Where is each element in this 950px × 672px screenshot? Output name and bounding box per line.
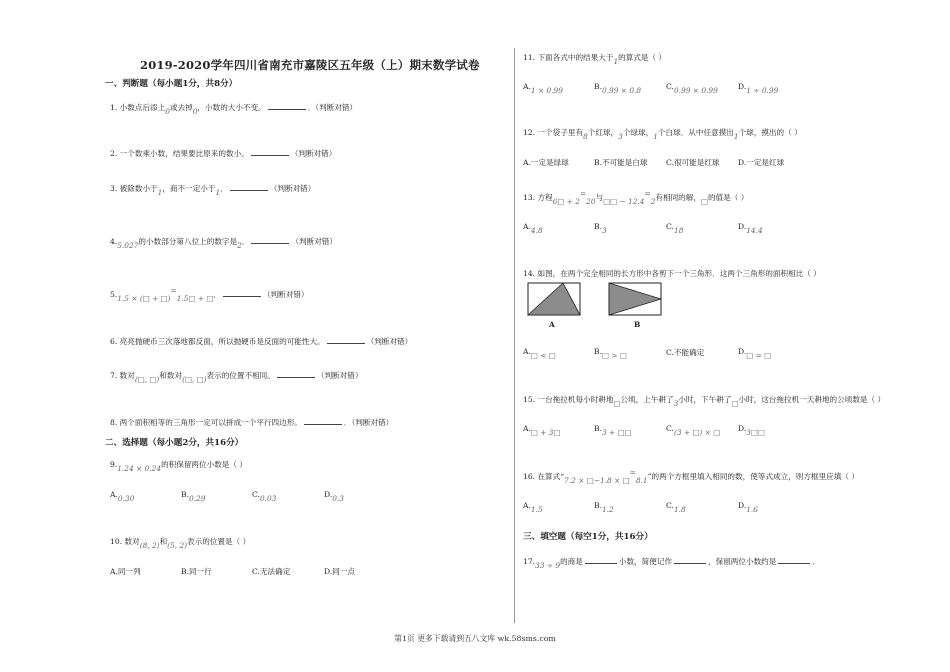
q11-option-b[interactable]: B.0.99 × 0.8 (594, 82, 642, 95)
q1-math-1: 0 (165, 107, 170, 116)
q7-text-d: （判断对错） (316, 371, 363, 380)
q4-text-b: 的小数部分第八位上的数字是 (138, 237, 238, 246)
q10-option-b[interactable]: B.同一行 (181, 567, 212, 576)
q10-option-c[interactable]: C.无法确定 (252, 567, 291, 576)
q11-math-1: 1 (613, 57, 619, 66)
question-2 (110, 148, 336, 159)
q17-blank-3[interactable] (778, 563, 810, 564)
section-judgment-heading: 一、判断题（每小题1分，共8分） (105, 79, 238, 89)
q3-text-c: ． (220, 184, 228, 193)
q6-text-d: （判断对错） (366, 337, 413, 346)
q8-text-d: ．（判断对错） (343, 418, 394, 427)
rectangle-a (528, 283, 580, 315)
q14-option-b[interactable]: B.□ > □ (594, 347, 627, 360)
section-fill-heading: 三、填空题（每空1分，共16分） (523, 532, 653, 542)
q5-answer-blank[interactable] (223, 296, 261, 297)
q5-text-d: （判断对错） (262, 290, 309, 299)
q3-answer-blank[interactable] (230, 190, 268, 191)
question-8 (110, 417, 393, 428)
question-13: 13. 方程6□ + 2=20与□□ − 12.4=2有相同的解，□的值是（ ） (523, 189, 749, 206)
figure-label-a: A (549, 320, 555, 329)
q13-option-a[interactable]: A.4.8 (523, 222, 543, 235)
q13-option-d[interactable]: D.14.4 (738, 222, 763, 235)
q7-answer-blank[interactable] (277, 377, 315, 378)
question-17: 17.33 ÷ 9的商是 小数，简便记作 ，保留两位小数约是 ． (523, 557, 820, 570)
q14-figure (527, 282, 667, 318)
question-3 (110, 183, 316, 197)
q4-text-d: （判断对错） (291, 237, 337, 246)
q14-option-a[interactable]: A.□ < □ (523, 347, 556, 360)
question-6 (110, 336, 412, 347)
q9-option-b[interactable]: B.0.29 (181, 490, 206, 503)
q1-text-d: ．（判断对错） (307, 103, 358, 112)
q4-text-c: ． (241, 237, 250, 246)
q5-math-2: = (170, 286, 177, 295)
q7-text-c: 表示的位置不相同。 (206, 371, 275, 380)
q15-option-c[interactable]: C.(3 + □) × □ (666, 424, 721, 437)
question-16: 16. 在算式“7.2 × □−1.8 × □=8.1”的两个方框里填入相同的数，使等式成立，则方框里应填（ ） (523, 468, 859, 485)
page-title: 2019-2020学年四川省南充市嘉陵区五年级（上）期末数学试卷 (140, 58, 480, 72)
q16-option-a[interactable]: A.1.5 (523, 501, 543, 514)
q11-text-a: 11. 下面各式中的结果大于 (523, 53, 614, 62)
q9-option-d[interactable]: D.0.3 (324, 490, 344, 503)
q12-option-a[interactable]: A.一定是绿球 (523, 158, 569, 167)
q6-answer-blank[interactable] (327, 343, 365, 344)
figure-label-b: B (634, 320, 641, 329)
q5-text-a: 5. (110, 290, 118, 299)
q8-text-a: 8. 两个面积相等的三角形一定可以拼成一个平行四边形。 (110, 418, 302, 427)
q12-option-d[interactable]: D.一定是红球 (738, 158, 785, 167)
q17-blank-1[interactable] (585, 563, 617, 564)
q1-text-c: ，小数的大小不变。 (197, 103, 266, 112)
q1-text-a: 1. 小数点后添上 (110, 103, 166, 112)
q5-text-c: ． (213, 290, 221, 299)
column-divider (514, 48, 515, 623)
q4-math-1: 5.027 (117, 241, 139, 250)
q3-math-2: 1 (215, 188, 221, 197)
q9-text-a: 9. (110, 460, 118, 469)
q10-option-d[interactable]: D.同一点 (324, 567, 356, 576)
q7-math-2: (□, □) (182, 375, 207, 384)
q3-math-1: 1 (157, 188, 163, 197)
q16-option-c[interactable]: C.1.8 (666, 501, 686, 514)
q2-text-d: （判断对错） (290, 149, 337, 158)
q13-option-c[interactable]: C.18 (666, 222, 684, 235)
question-1 (110, 102, 358, 116)
q11-text-b: 的算式是（ ） (618, 53, 667, 62)
question-11 (523, 52, 667, 66)
q17-blank-2[interactable] (674, 563, 706, 564)
q8-answer-blank[interactable] (304, 424, 342, 425)
q16-option-d[interactable]: D.1.6 (738, 501, 758, 514)
q2-text-a: 2. 一个数乘小数，结果要比原来的数小。 (110, 149, 249, 158)
page-footer: 第1页 更多下载请到五八文库 wk.58sms.com (394, 634, 556, 643)
q14-option-d[interactable]: D.□ = □ (738, 347, 772, 360)
q16-option-b[interactable]: B.1.2 (594, 501, 614, 514)
q5-math-3: 1.5□ + □ (176, 294, 214, 303)
q1-text-b: 或去掉 (169, 103, 193, 112)
q15-option-d[interactable]: D.3□□ (738, 424, 765, 437)
question-5 (110, 286, 309, 303)
q4-math-2: 2 (237, 241, 242, 250)
q12-option-c[interactable]: C.很可能是红球 (666, 158, 720, 167)
question-12: 12. 一个袋子里有8个红球，3个绿球，1个白球．从中任意摸出1个球，摸出的（ ） (523, 128, 802, 141)
q11-option-c[interactable]: C.0.99 × 0.99 (666, 82, 718, 95)
question-10 (110, 536, 251, 550)
q10-math-2: (5, 2) (167, 541, 188, 550)
q4-answer-blank[interactable] (251, 243, 289, 244)
q6-text-a: 6. 亮亮抛硬币三次落地都反面，所以抛硬币是反面的可能性大。 (110, 337, 325, 346)
q1-answer-blank[interactable] (268, 109, 306, 110)
q12-option-b[interactable]: B.不可能是白球 (594, 158, 648, 167)
q9-option-c[interactable]: C.0.03 (252, 490, 277, 503)
question-9 (110, 459, 248, 473)
q10-option-a[interactable]: A.同一列 (110, 567, 141, 576)
q14-option-c[interactable]: C.不能确定 (666, 348, 705, 357)
q11-option-d[interactable]: D.1 ÷ 0.99 (738, 82, 779, 95)
q10-text-c: 表示的位置是（ ） (187, 537, 251, 546)
rectangle-b (609, 283, 661, 315)
question-4 (110, 236, 337, 250)
q10-text-a: 10. 数对 (110, 537, 140, 546)
q3-text-b: ，商不一定小于 (162, 184, 216, 193)
q3-text-d: （判断对错） (269, 184, 316, 193)
q2-answer-blank[interactable] (251, 155, 289, 156)
q13-option-b[interactable]: B.3 (594, 222, 607, 235)
question-7 (110, 370, 363, 384)
q9-text-b: 的积保留两位小数是（ ） (161, 460, 248, 469)
q4-text-a: 4. (110, 237, 118, 246)
q11-option-a[interactable]: A.1 × 0.99 (523, 82, 563, 95)
question-15: 15. 一台拖拉机每小时耕地□公顷，上午耕了3小时，下午耕了□小时，这台拖拉机一天耕地的公顷数是（ ） (523, 395, 886, 408)
section-choice-heading: 二、选择题（每小题2分，共16分） (105, 438, 244, 448)
q15-option-b[interactable]: B.3 + □□ (594, 424, 632, 437)
q9-option-a[interactable]: A.0.30 (110, 490, 135, 503)
q3-text-a: 3. 被除数小于 (110, 184, 158, 193)
q15-option-a[interactable]: A.□ + 3□ (523, 424, 561, 437)
q10-math-1: (8, 2) (139, 541, 160, 550)
q7-text-a: 7. 数对 (110, 371, 135, 380)
q5-math-1: 1.5 × (□ + □) (117, 294, 171, 303)
q1-math-2: 0 (192, 107, 198, 116)
q10-text-b: 和 (159, 537, 168, 546)
q9-math-1: 1.24 × 0.24 (117, 464, 162, 473)
q7-text-b: 和数对 (159, 371, 183, 380)
q7-math-1: (□, □) (134, 375, 160, 384)
question-14: 14. 如图，在两个完全相同的长方形中各剪下一个三角形．这两个三角形的面积相比（ ） (523, 269, 821, 278)
